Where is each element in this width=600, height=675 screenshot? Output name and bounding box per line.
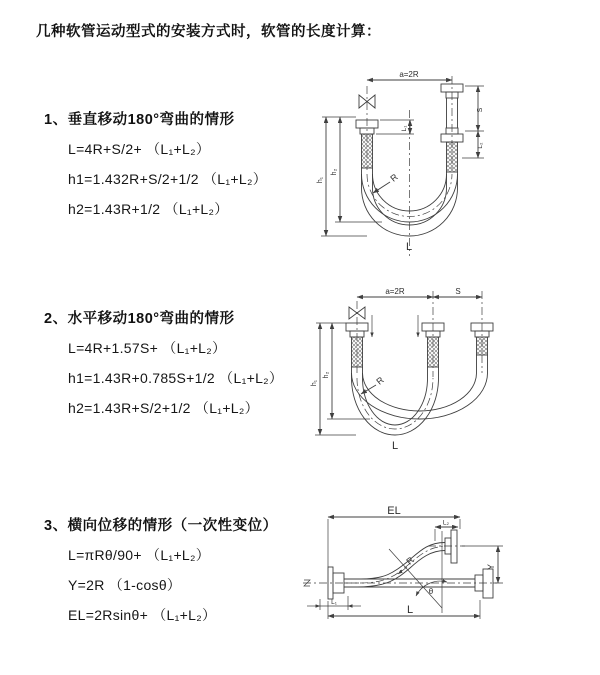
dimension-s [433, 287, 482, 297]
middle-pipe-flange [422, 323, 444, 378]
svg-text:L₂: L₂ [477, 142, 484, 149]
dimension-y [462, 546, 503, 583]
svg-text:a=2R: a=2R [385, 287, 405, 296]
svg-text:R: R [388, 171, 400, 184]
svg-text:h₁: h₁ [317, 176, 324, 184]
section-1-formula-L: L=4R+S/2+ （L₁+L₂） [68, 141, 211, 157]
section-1-formula-h2: h2=1.43R+1/2 （L₁+L₂） [68, 201, 229, 217]
section-1-formula-h1: h1=1.432R+S/2+1/2 （L₁+L₂） [68, 171, 268, 187]
section-1-heading: 1、垂直移动180°弯曲的情形 [44, 112, 235, 128]
svg-text:R: R [404, 554, 416, 567]
radius-label [373, 171, 400, 193]
upper-pipe-flange [445, 530, 457, 563]
dimension-l [328, 600, 480, 619]
section-2-formula-L: L=4R+1.57S+ （L₁+L₂） [68, 340, 227, 356]
svg-text:S: S [477, 107, 484, 113]
section-2-heading: 2、水平移动180°弯曲的情形 [44, 311, 235, 327]
svg-text:h₂: h₂ [323, 371, 330, 379]
centerlines [303, 546, 497, 583]
svg-text:R: R [374, 374, 386, 387]
page-title: 几种软管运动型式的安装方式时，软管的长度计算： [36, 24, 381, 40]
diagram-vertical-180-bend [312, 70, 590, 260]
svg-text:L₂: L₂ [442, 519, 450, 527]
section-3-formula-Y: Y=2R （1-cosθ） [68, 577, 182, 593]
dimension-el [328, 505, 460, 567]
svg-text:a=2R: a=2R [399, 70, 419, 79]
svg-text:L₁: L₁ [401, 125, 408, 132]
section-3-formula-L: L=πRθ/90+ （L₁+L₂） [68, 547, 211, 563]
section-2-formula-h2: h2=1.43R+S/2+1/2 （L₁+L₂） [68, 400, 259, 416]
svg-text:h₁: h₁ [311, 379, 318, 387]
length-label: L [391, 440, 399, 452]
dimension-a2r [367, 70, 452, 80]
dimension-l1 [307, 596, 361, 610]
length-label: L [405, 241, 413, 253]
diagram-lateral-displacement [295, 505, 600, 655]
svg-text:EL: EL [387, 505, 401, 517]
left-pipe-flange [356, 120, 378, 174]
reference-arrows [372, 315, 418, 337]
section-3-heading: 3、横向位移的情形（一次性变位） [44, 518, 278, 534]
svg-text:θ: θ [428, 587, 434, 596]
section-2-formula-h1: h1=1.43R+0.785S+1/2 （L₁+L₂） [68, 370, 284, 386]
svg-text:h₂: h₂ [331, 168, 338, 176]
hose-displaced-position [344, 543, 445, 588]
right-pipe-flange [475, 569, 493, 598]
svg-text:L: L [406, 604, 414, 616]
svg-text:L₁: L₁ [331, 599, 337, 606]
dimension-h1 [311, 323, 356, 435]
section-3-formula-EL: EL=2Rsinθ+ （L₁+L₂） [68, 607, 217, 623]
dimension-a2r [357, 287, 433, 297]
dimension-s [465, 86, 484, 131]
svg-text:Y: Y [486, 563, 496, 571]
diagram-horizontal-180-bend [308, 283, 593, 455]
dimension-l2 [462, 131, 484, 158]
hose-u-bend [352, 373, 488, 435]
dimension-h1 [317, 117, 367, 236]
dimension-l1 [376, 120, 414, 134]
centerlines [367, 76, 452, 256]
svg-text:S: S [455, 287, 461, 296]
